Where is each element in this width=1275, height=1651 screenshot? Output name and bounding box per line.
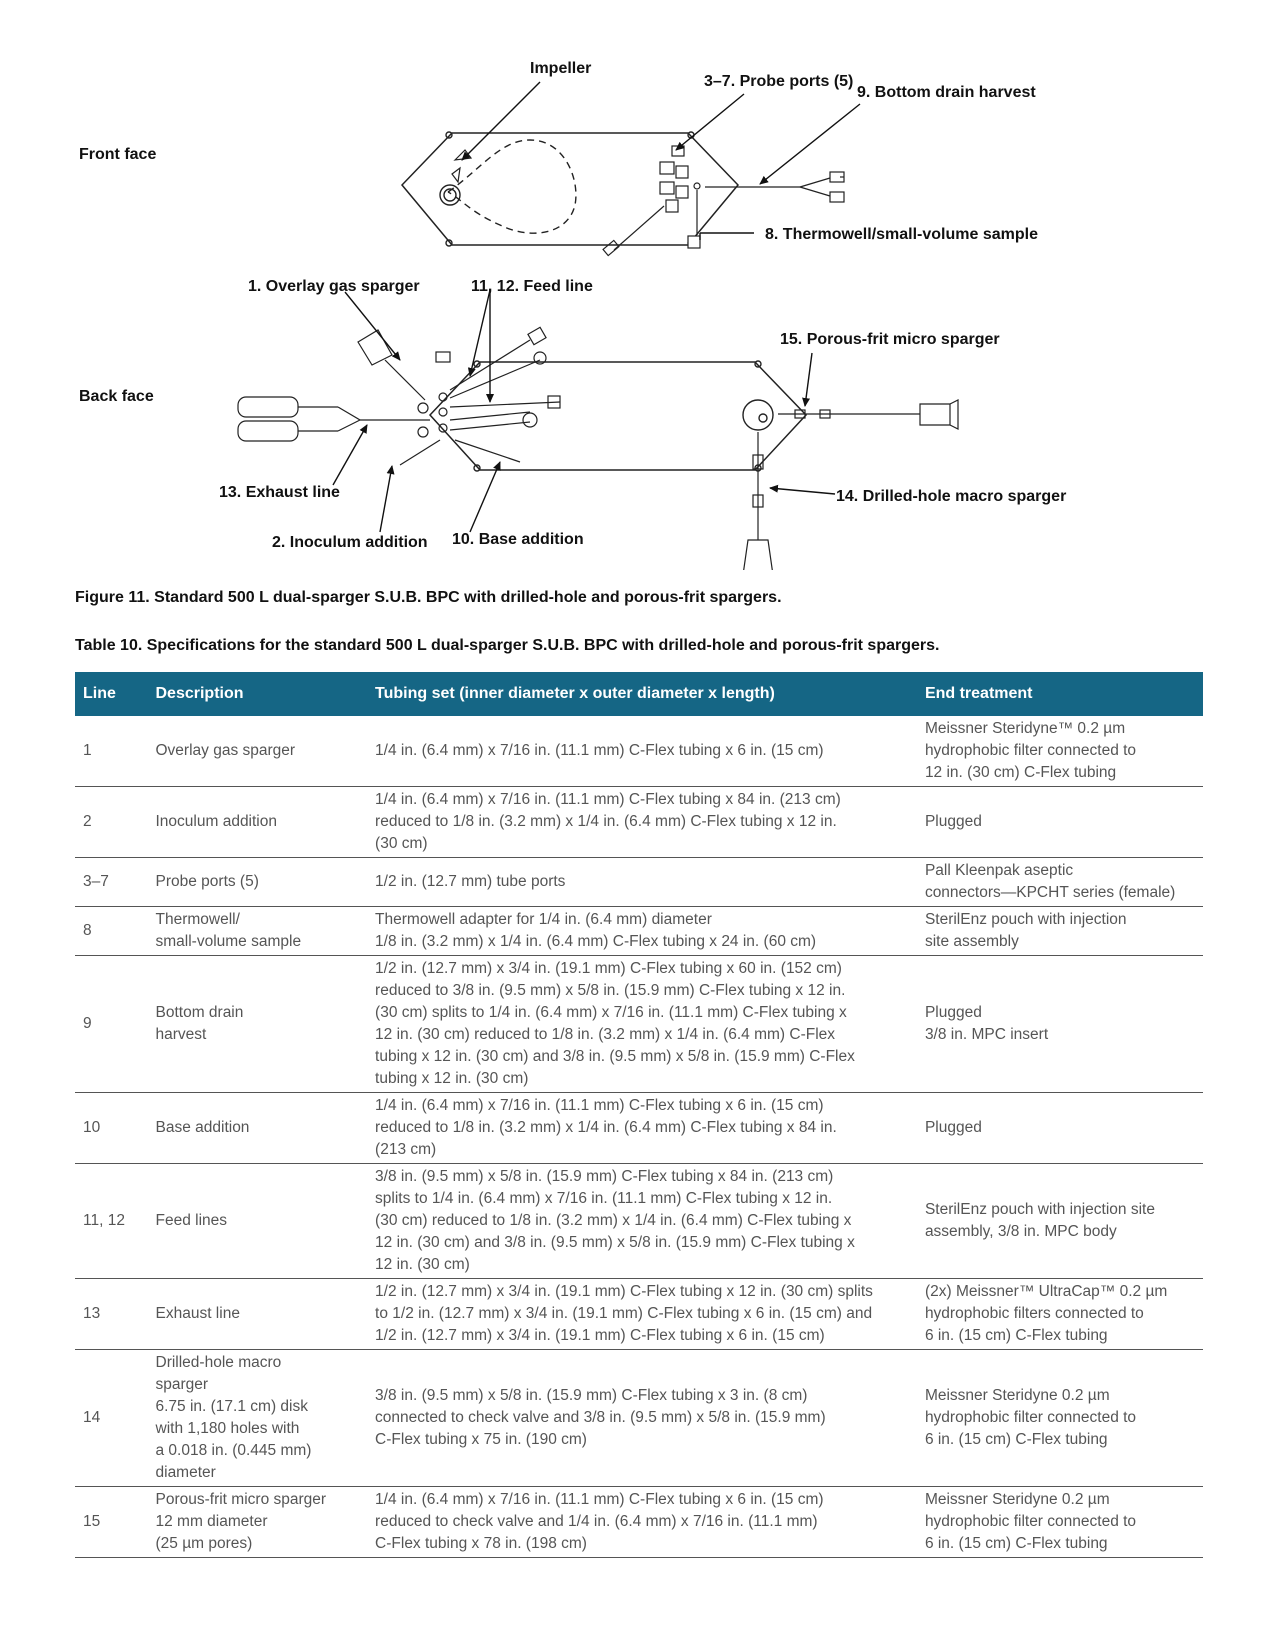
- table-body: [75, 716, 1203, 1558]
- cell-text-line: Feed lines: [155, 1212, 228, 1229]
- cell-text-line: Probe ports (5): [155, 873, 259, 890]
- cell-tubing: [367, 1164, 917, 1279]
- header-line: Line: [75, 672, 148, 716]
- cell-text-line: 1/2 in. (12.7 mm) x 3/4 in. (19.1 mm) C-Flex tubing x 6 in. (15 cm): [375, 1327, 825, 1344]
- cell-text-line: Drilled-hole macro: [155, 1354, 282, 1371]
- table-row: [75, 1164, 1203, 1279]
- cell-text-line: (213 cm): [375, 1141, 437, 1158]
- cell-description: [148, 1350, 368, 1487]
- cell-text-line: reduced to 3/8 in. (9.5 mm) x 5/8 in. (15.9 mm) C-Flex tubing x 12 in.: [375, 982, 846, 999]
- cell-description: [148, 858, 368, 907]
- cell-tubing: [367, 858, 917, 907]
- cell-tubing: [367, 716, 917, 787]
- table-row: [75, 956, 1203, 1093]
- cell-end: [917, 956, 1203, 1093]
- cell-text-line: SterilEnz pouch with injection: [924, 911, 1127, 928]
- cell-description: [148, 956, 368, 1093]
- table-row: [75, 1093, 1203, 1164]
- cell-text-line: 1/4 in. (6.4 mm) x 7/16 in. (11.1 mm) C-Flex tubing x 6 in. (15 cm): [375, 742, 824, 759]
- callout-exhaust-line: 13. Exhaust line: [219, 484, 340, 501]
- cell-text-line: 1/2 in. (12.7 mm) x 3/4 in. (19.1 mm) C-Flex tubing x 12 in. (30 cm) splits: [375, 1283, 873, 1300]
- cell-text-line: 3/8 in. (9.5 mm) x 5/8 in. (15.9 mm) C-Flex tubing x 3 in. (8 cm): [375, 1387, 808, 1404]
- cell-tubing: [367, 1279, 917, 1350]
- cell-description: [148, 787, 368, 858]
- cell-text-line: C-Flex tubing x 75 in. (190 cm): [375, 1431, 587, 1448]
- cell-text-line: assembly, 3/8 in. MPC body: [924, 1223, 1117, 1240]
- cell-line: 2: [75, 787, 148, 858]
- cell-description: [148, 1093, 368, 1164]
- table-header-row: [75, 672, 1203, 716]
- cell-text-line: Plugged: [924, 813, 982, 830]
- cell-text-line: to 1/2 in. (12.7 mm) x 3/4 in. (19.1 mm) C-Flex tubing x 6 in. (15 cm) and: [375, 1305, 873, 1322]
- cell-text-line: sparger: [155, 1376, 209, 1393]
- cell-text-line: (25 µm pores): [155, 1535, 253, 1552]
- cell-text-line: Meissner Steridyne 0.2 µm: [924, 1387, 1110, 1404]
- cell-line: 11, 12: [75, 1164, 148, 1279]
- cell-text-line: splits to 1/4 in. (6.4 mm) x 7/16 in. (11.1 mm) C-Flex tubing x 12 in.: [375, 1190, 833, 1207]
- cell-line: 10: [75, 1093, 148, 1164]
- cell-text-line: Inoculum addition: [155, 813, 277, 830]
- cell-text-line: with 1,180 holes with: [155, 1420, 300, 1437]
- bpc-figure: [0, 0, 1275, 570]
- cell-text-line: reduced to 1/8 in. (3.2 mm) x 1/4 in. (6.4 mm) C-Flex tubing x 12 in.: [375, 813, 837, 830]
- cell-tubing: [367, 956, 917, 1093]
- cell-end: [917, 907, 1203, 956]
- callout-overlay-gas: 1. Overlay gas sparger: [248, 278, 420, 295]
- bpc-diagram: [0, 0, 1275, 570]
- cell-description: [148, 1487, 368, 1558]
- cell-text-line: Meissner Steridyne 0.2 µm: [924, 1491, 1110, 1508]
- cell-text-line: 12 in. (30 cm) C-Flex tubing: [924, 764, 1117, 781]
- cell-text-line: Plugged: [924, 1004, 982, 1021]
- cell-text-line: 6 in. (15 cm) C-Flex tubing: [924, 1535, 1108, 1552]
- callout-inoculum: 2. Inoculum addition: [272, 534, 428, 551]
- callout-probe-ports: 3–7. Probe ports (5): [704, 73, 854, 90]
- cell-text-line: C-Flex tubing x 78 in. (198 cm): [375, 1535, 587, 1552]
- cell-text-line: 1/2 in. (12.7 mm) tube ports: [375, 873, 566, 890]
- cell-text-line: 1/4 in. (6.4 mm) x 7/16 in. (11.1 mm) C-Flex tubing x 84 in. (213 cm): [375, 791, 841, 808]
- cell-text-line: Meissner Steridyne™ 0.2 µm: [924, 720, 1126, 737]
- cell-text-line: small-volume sample: [155, 933, 302, 950]
- cell-text-line: harvest: [155, 1026, 207, 1043]
- cell-text-line: 1/8 in. (3.2 mm) x 1/4 in. (6.4 mm) C-Flex tubing x 24 in. (60 cm): [375, 933, 817, 950]
- table-row: [75, 1279, 1203, 1350]
- figure-caption: Figure 11. Standard 500 L dual-sparger S.U.B. BPC with drilled-hole and porous-frit spargers.: [75, 589, 782, 606]
- cell-line: 9: [75, 956, 148, 1093]
- cell-tubing: [367, 1350, 917, 1487]
- cell-line: 8: [75, 907, 148, 956]
- cell-text-line: 3/8 in. MPC insert: [924, 1026, 1049, 1043]
- callout-porous-frit: 15. Porous-frit micro sparger: [780, 331, 1000, 348]
- front-face-label: Front face: [79, 146, 157, 163]
- cell-line: 15: [75, 1487, 148, 1558]
- table-row: [75, 716, 1203, 787]
- cell-text-line: a 0.018 in. (0.445 mm): [155, 1442, 312, 1459]
- cell-text-line: 1/4 in. (6.4 mm) x 7/16 in. (11.1 mm) C-Flex tubing x 6 in. (15 cm): [375, 1491, 824, 1508]
- header-description: Description: [148, 672, 368, 716]
- cell-text-line: hydrophobic filters connected to: [924, 1305, 1144, 1322]
- cell-end: [917, 1279, 1203, 1350]
- cell-text-line: hydrophobic filter connected to: [924, 1513, 1137, 1530]
- cell-tubing: [367, 907, 917, 956]
- cell-text-line: SterilEnz pouch with injection site: [924, 1201, 1155, 1218]
- cell-text-line: 12 in. (30 cm) and 3/8 in. (9.5 mm) x 5/8 in. (15.9 mm) C-Flex tubing x: [375, 1234, 855, 1251]
- cell-end: [917, 716, 1203, 787]
- cell-text-line: Base addition: [155, 1119, 250, 1136]
- cell-text-line: Thermowell/: [155, 911, 240, 928]
- cell-text-line: (2x) Meissner™ UltraCap™ 0.2 µm: [924, 1283, 1168, 1300]
- callout-bottom-drain: 9. Bottom drain harvest: [857, 84, 1036, 101]
- cell-line: 14: [75, 1350, 148, 1487]
- cell-text-line: 3/8 in. (9.5 mm) x 5/8 in. (15.9 mm) C-Flex tubing x 84 in. (213 cm): [375, 1168, 834, 1185]
- cell-text-line: Pall Kleenpak aseptic: [924, 862, 1074, 879]
- header-tubing: Tubing set (inner diameter x outer diameter x length): [367, 672, 917, 716]
- spec-table: [75, 672, 1203, 1558]
- cell-text-line: 6 in. (15 cm) C-Flex tubing: [924, 1431, 1108, 1448]
- table-row: [75, 907, 1203, 956]
- cell-description: [148, 907, 368, 956]
- cell-text-line: Thermowell adapter for 1/4 in. (6.4 mm) diameter: [375, 911, 712, 928]
- table-row: [75, 858, 1203, 907]
- cell-line: 1: [75, 716, 148, 787]
- cell-text-line: Plugged: [924, 1119, 982, 1136]
- cell-text-line: diameter: [155, 1464, 216, 1481]
- cell-text-line: Bottom drain: [155, 1004, 244, 1021]
- cell-end: [917, 858, 1203, 907]
- cell-text-line: 12 mm diameter: [155, 1513, 268, 1530]
- cell-text-line: 12 in. (30 cm): [375, 1256, 470, 1273]
- cell-text-line: reduced to 1/8 in. (3.2 mm) x 1/4 in. (6.4 mm) C-Flex tubing x 84 in.: [375, 1119, 837, 1136]
- cell-text-line: Overlay gas sparger: [155, 742, 296, 759]
- cell-text-line: 6.75 in. (17.1 cm) disk: [155, 1398, 308, 1415]
- cell-description: [148, 716, 368, 787]
- cell-line: 13: [75, 1279, 148, 1350]
- callout-base-addition: 10. Base addition: [452, 531, 584, 548]
- header-end-treatment: End treatment: [917, 672, 1203, 716]
- cell-text-line: tubing x 12 in. (30 cm): [375, 1070, 529, 1087]
- cell-end: [917, 787, 1203, 858]
- cell-tubing: [367, 787, 917, 858]
- cell-text-line: (30 cm): [375, 835, 428, 852]
- table-caption: Table 10. Specifications for the standard 500 L dual-sparger S.U.B. BPC with drilled-hole and porous-frit spargers.: [75, 637, 940, 654]
- cell-text-line: Porous-frit micro sparger: [155, 1491, 327, 1508]
- table-row: [75, 1487, 1203, 1558]
- cell-text-line: (30 cm) splits to 1/4 in. (6.4 mm) x 7/16 in. (11.1 mm) C-Flex tubing x: [375, 1004, 847, 1021]
- cell-description: [148, 1279, 368, 1350]
- cell-text-line: reduced to check valve and 1/4 in. (6.4 mm) x 7/16 in. (11.1 mm): [375, 1513, 818, 1530]
- callout-impeller: Impeller: [530, 60, 592, 77]
- cell-tubing: [367, 1093, 917, 1164]
- cell-text-line: 1/2 in. (12.7 mm) x 3/4 in. (19.1 mm) C-Flex tubing x 60 in. (152 cm): [375, 960, 842, 977]
- cell-text-line: connectors—KPCHT series (female): [924, 884, 1176, 901]
- cell-end: [917, 1350, 1203, 1487]
- cell-end: [917, 1487, 1203, 1558]
- cell-text-line: tubing x 12 in. (30 cm) and 3/8 in. (9.5 mm) x 5/8 in. (15.9 mm) C-Flex: [375, 1048, 855, 1065]
- cell-tubing: [367, 1487, 917, 1558]
- table-row: [75, 1350, 1203, 1487]
- cell-text-line: Exhaust line: [155, 1305, 240, 1322]
- cell-text-line: 6 in. (15 cm) C-Flex tubing: [924, 1327, 1108, 1344]
- cell-line: 3–7: [75, 858, 148, 907]
- callout-feed-line: 11, 12. Feed line: [471, 278, 593, 295]
- cell-description: [148, 1164, 368, 1279]
- cell-end: [917, 1093, 1203, 1164]
- callout-thermowell: 8. Thermowell/small-volume sample: [765, 226, 1038, 243]
- callout-drilled-hole: 14. Drilled-hole macro sparger: [836, 488, 1067, 505]
- table-row: [75, 787, 1203, 858]
- cell-text-line: 1/4 in. (6.4 mm) x 7/16 in. (11.1 mm) C-Flex tubing x 6 in. (15 cm): [375, 1097, 824, 1114]
- cell-text-line: hydrophobic filter connected to: [924, 1409, 1137, 1426]
- cell-text-line: hydrophobic filter connected to: [924, 742, 1137, 759]
- cell-text-line: (30 cm) reduced to 1/8 in. (3.2 mm) x 1/4 in. (6.4 mm) C-Flex tubing x: [375, 1212, 852, 1229]
- cell-text-line: 12 in. (30 cm) reduced to 1/8 in. (3.2 mm) x 1/4 in. (6.4 mm) C-Flex: [375, 1026, 836, 1043]
- cell-text-line: site assembly: [924, 933, 1019, 950]
- cell-end: [917, 1164, 1203, 1279]
- cell-text-line: connected to check valve and 3/8 in. (9.5 mm) x 5/8 in. (15.9 mm): [375, 1409, 826, 1426]
- back-face-label: Back face: [79, 388, 154, 405]
